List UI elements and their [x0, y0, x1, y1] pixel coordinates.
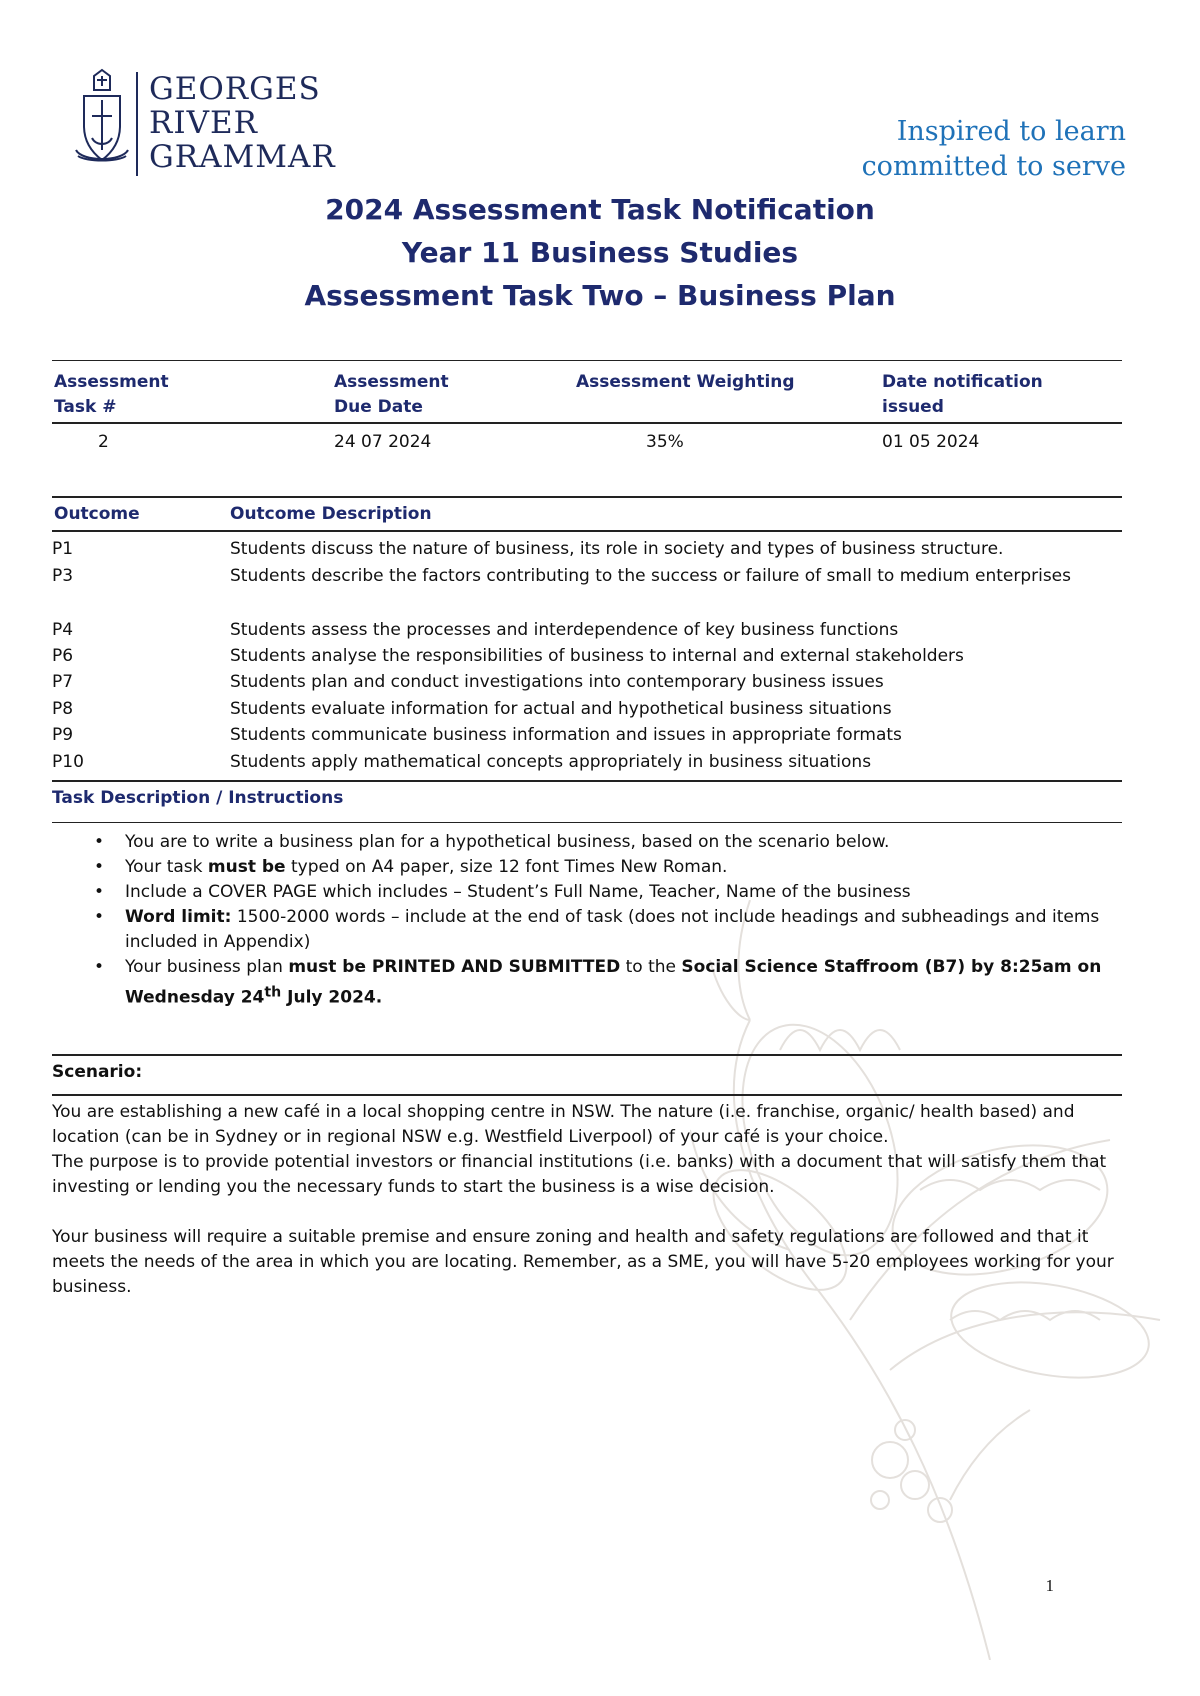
table-rule [52, 422, 1122, 424]
crest-icon [74, 68, 130, 176]
scenario-title: Scenario: [52, 1062, 143, 1082]
outcome-description: Students plan and conduct investigations into contemporary business issues [230, 672, 884, 692]
bullet-icon: • [94, 907, 105, 927]
section-rule [52, 780, 1122, 782]
instruction-item: • Your business plan must be PRINTED AND SUBMITTED to the Social Science Staffroom (B7) by 8:25am on Wednesday 24th July 2024. [94, 957, 1102, 1008]
section-rule [52, 1094, 1122, 1096]
instruction-item: • You are to write a business plan for a hypothetical business, based on the scenario below. [52, 830, 1122, 855]
outcome-code: P8 [52, 699, 74, 719]
page-number: 1 [1045, 1576, 1054, 1595]
table-rule [52, 530, 1122, 532]
scenario-paragraph: The purpose is to provide potential investors or financial institutions (i.e. banks) with a document that will satisfy them that investing or lending you the necessary funds to start the business is a wise decision. [52, 1152, 1107, 1197]
instruction-item: • Your task must be typed on A4 paper, size 12 font Times New Roman. [52, 855, 1122, 880]
outcome-description: Students communicate business information and issues in appropriate formats [230, 725, 902, 745]
outcome-description: Students analyse the responsibilities of business to internal and external stakeholders [230, 646, 964, 666]
table-rule [52, 496, 1122, 498]
outcome-code: P1 [52, 539, 74, 559]
bullet-icon: • [94, 957, 105, 977]
logo-divider [136, 72, 138, 176]
instruction-item: • Word limit: 1500-2000 words – include at the end of task (does not include headings and subheadings and items included in Appendix) [94, 907, 1100, 952]
school-tagline [862, 114, 1126, 184]
notification-date-value: 01 05 2024 [882, 432, 980, 452]
school-logo [74, 68, 354, 180]
bullet-icon: • [94, 857, 105, 877]
instruction-item: • Include a COVER PAGE which includes – Student’s Full Name, Teacher, Name of the business [52, 880, 1122, 905]
outcome-header: Outcome [54, 504, 140, 524]
outcome-code: P7 [52, 672, 74, 692]
table-rule [52, 360, 1122, 361]
outcome-description: Students describe the factors contributing to the success or failure of small to medium enterprises [230, 566, 1072, 586]
title-line-3: Assessment Task Two – Business Plan [304, 279, 896, 312]
title-line-2: Year 11 Business Studies [401, 236, 799, 269]
scenario-paragraph: You are establishing a new café in a local shopping centre in NSW. The nature (i.e. franchise, organic/ health based) and location (can be in Sydney or in regional NSW e.g. Westfield Liverpool) of your café is your choice. [52, 1102, 1075, 1147]
scenario-text [52, 1100, 1122, 1300]
section-rule [52, 822, 1122, 823]
header-notification-date: Date notification issued [882, 372, 1043, 417]
instruction-list [52, 830, 1122, 1011]
weighting-value: 35% [646, 432, 684, 452]
tagline-line-1: Inspired to learn [896, 116, 1126, 147]
outcome-code: P6 [52, 646, 74, 666]
task-description-title: Task Description / Instructions [52, 788, 344, 808]
outcome-description: Students discuss the nature of business, its role in society and types of business structure. [230, 539, 1004, 559]
tagline-line-2: committed to serve [861, 151, 1126, 182]
outcome-description: Students evaluate information for actual and hypothetical business situations [230, 699, 892, 719]
section-rule [52, 1054, 1122, 1056]
outcome-description: Students apply mathematical concepts appropriately in business situations [230, 752, 872, 772]
logo-line-1: GEORGES [149, 71, 321, 107]
outcome-code: P10 [52, 752, 84, 772]
school-name [149, 72, 336, 174]
header-weighting: Assessment Weighting [576, 372, 795, 392]
task-number-value: 2 [98, 432, 109, 452]
logo-line-2: RIVER [149, 105, 258, 141]
header-task-number: Assessment Task # [54, 372, 169, 417]
outcome-description-header: Outcome Description [230, 504, 432, 524]
document-titles [0, 188, 1200, 317]
outcome-code: P9 [52, 725, 74, 745]
header-due-date: Assessment Due Date [334, 372, 449, 417]
logo-line-3: GRAMMAR [149, 139, 336, 175]
title-line-1: 2024 Assessment Task Notification [325, 193, 875, 226]
bullet-icon: • [94, 882, 105, 902]
outcome-description: Students assess the processes and interdependence of key business functions [230, 620, 899, 640]
due-date-value: 24 07 2024 [334, 432, 432, 452]
outcome-code: P4 [52, 620, 74, 640]
scenario-paragraph: Your business will require a suitable premise and ensure zoning and health and safety regulations are followed and that it meets the needs of the area in which you are locating. Remember, as a SME, you will have 5-20 employees working for your business. [52, 1227, 1114, 1297]
bullet-icon: • [94, 832, 105, 852]
outcome-code: P3 [52, 566, 74, 586]
